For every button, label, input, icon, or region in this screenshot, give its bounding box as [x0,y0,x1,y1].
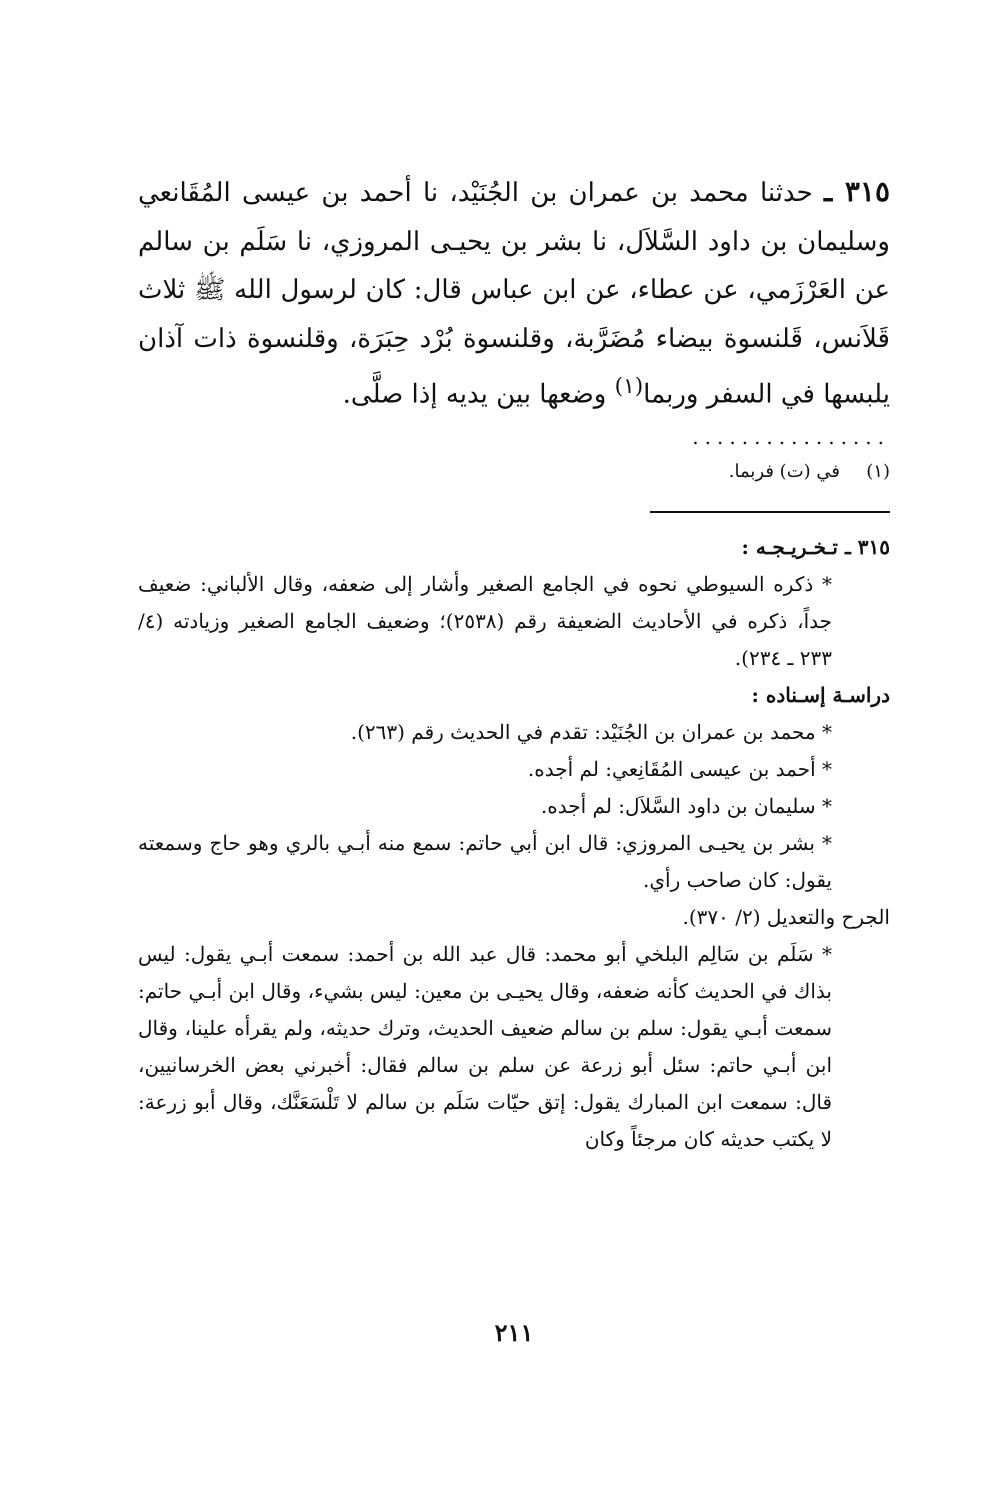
takhrij-heading: ٣١٥ ـ تـخـريـجـه : [741,535,890,560]
takhrij-body: * ذكره السيوطي نحوه في الجامع الصغير وأشار إلى ضعفه، وقال الألباني: ضعيف جداً، ذكره في الأحاديث الضعيفة رقم (٢٥٣٨)؛ وضعيف الجامع الصغير وزيادته (٤/ ٢٣٣ ـ ٢٣٤). [138,572,832,671]
narrator-entry-5: * سَلَم بن سَالِم البلخي أبو محمد: قال عبد الله بن أحمد: سمعت أبـي يقول: ليس بذاك في الحديث كأنه ضعفه، وقال يحيـى بن معين: ليس بشيء، وقال ابن أبـي حاتم: سمعت أبـي يقول: سلم بن سالم ضعيف الحديث، وترك حديثه، ولم يقرأه علينا، وقال ابن أبـي حاتم: سئل أبو زرعة عن سلم بن سالم فقال: أخبرني بعض الخرسانيين، قال: سمعت ابن المبارك يقول: إتق حيّات سَلَم بن سالم لا تَلْسَعَنَّك، وقال أبو زرعة: لا يكتب حديثه كان مرجئاً وكان [138,942,833,1152]
footnote-divider [650,511,890,513]
footnote [138,457,890,487]
book-page [138,168,890,1458]
narrator-4-source: الجرح والتعديل (٢/ ٣٧٠). [682,905,890,930]
hadith-text [138,168,890,419]
narrator-entry-2: * أحمد بن عيسى المُقَانِعي: لم أجده. [527,757,832,782]
footnote-number: (١) [866,461,890,483]
hadith-text-end: وضعها بين يديه إذا صلَّى. [342,379,615,410]
hadith-number: ٣١٥ ـ [823,175,891,208]
separator-dots: ................ [692,425,890,448]
footnote-marker: (١) [614,374,644,399]
page-number: ٢١١ [494,1318,534,1347]
hadith-text-main: حدثنا محمد بن عمران بن الجُنَيْد، نا أحمد بن عيسى المُقَانعي وسليمان بن داود السَّلاَل، نا بشر بن يحيـى المروزي، نا سَلَم بن سالم عن العَرْزَمي، عن عطاء، عن ابن عباس قال: كان لرسول الله ﷺ ثلاث قَلاَنس، قَلنسوة بيضاء مُضَرَّبة، وقلنسوة بُرْد حِبَرَة، وقلنسوة ذات آذان يلبسها في السفر وربما [138,178,890,410]
narrator-entry-3: * سليمان بن داود السَّلاَل: لم أجده. [540,794,832,819]
isnad-heading: دراسـة إسـناده : [751,683,890,708]
narrator-entry-4: * بشر بن يحيـى المروزي: قال ابن أبي حاتم: سمع منه أبـي بالري وهو حاج وسمعته يقول: كان صاحب رأي. [138,831,833,893]
narrator-entry-1: * محمد بن عمران بن الجُنَيْد: تقدم في الحديث رقم (٢٦٣). [350,720,832,745]
footnote-text: في (ت) فربما. [728,461,840,483]
commentary-section [138,529,890,1158]
